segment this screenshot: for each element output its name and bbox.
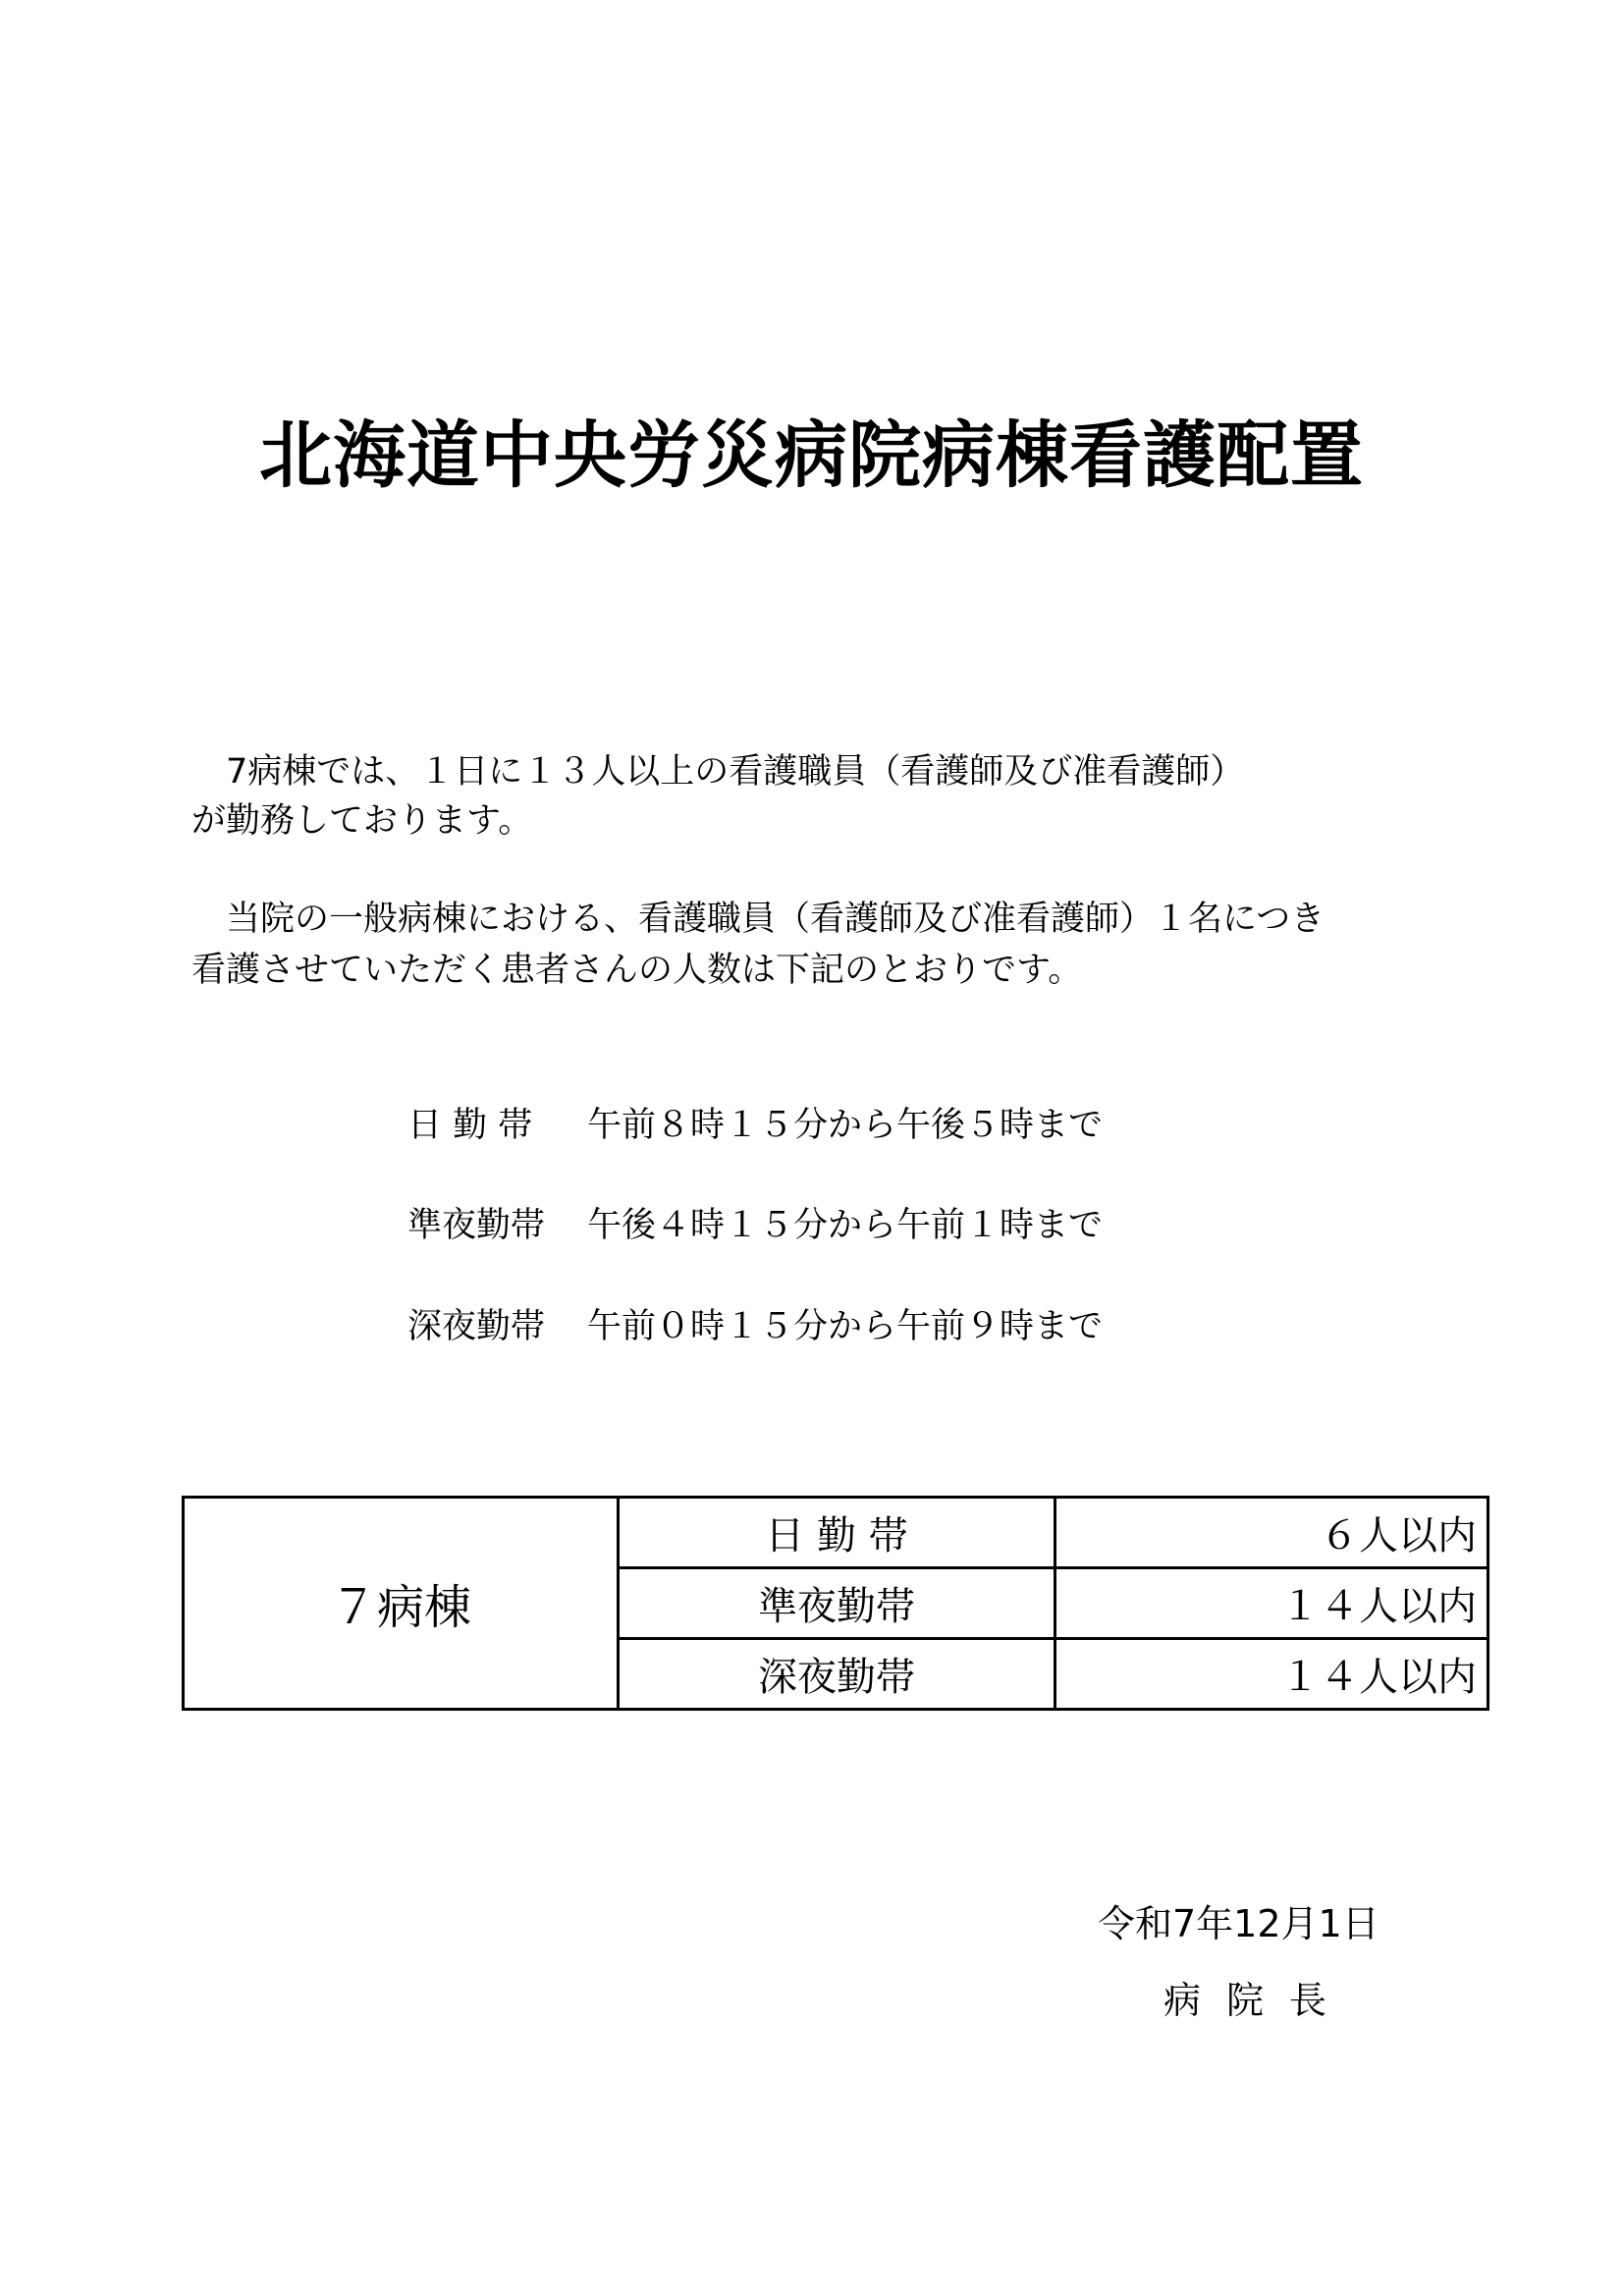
band-cell: 日 勤 帯 [619,1498,1055,1568]
paragraph-1-line-1: 7病棟では、１日に１３人以上の看護職員（看護師及び准看護師） [191,752,1245,792]
shift-name-evening: 準夜勤帯 [407,1206,546,1245]
count-cell: １４人以内 [1055,1639,1488,1710]
shift-time-day: 午前８時１５分から午後５時まで [587,1106,1104,1145]
shift-name-night: 深夜勤帯 [407,1307,546,1346]
paragraph-2-line-2: 看護させていただく患者さんの人数は下記のとおりです。 [191,951,1083,990]
band-cell: 準夜勤帯 [619,1568,1055,1639]
paragraph-1-line-2: が勤務しております。 [191,801,533,841]
shift-time-night: 午前０時１５分から午前９時まで [587,1307,1104,1346]
band-cell: 深夜勤帯 [619,1639,1055,1710]
table-row [184,1498,1488,1568]
date: 令和7年12月1日 [1098,1902,1380,1945]
count-cell: １４人以内 [1055,1568,1488,1639]
shift-time-evening: 午後４時１５分から午前１時まで [587,1206,1104,1245]
shift-name-day: 日 勤 帯 [407,1106,533,1145]
count-cell: ６人以内 [1055,1498,1488,1568]
page-title: 北海道中央労災病院病棟看護配置 [259,413,1364,498]
ward-cell: ７病棟 [184,1498,619,1710]
signature: 病院長 [1163,1979,1353,2022]
staffing-table [182,1496,1489,1711]
paragraph-2-line-1: 当院の一般病棟における、看護職員（看護師及び准看護師）１名につき [191,900,1325,939]
